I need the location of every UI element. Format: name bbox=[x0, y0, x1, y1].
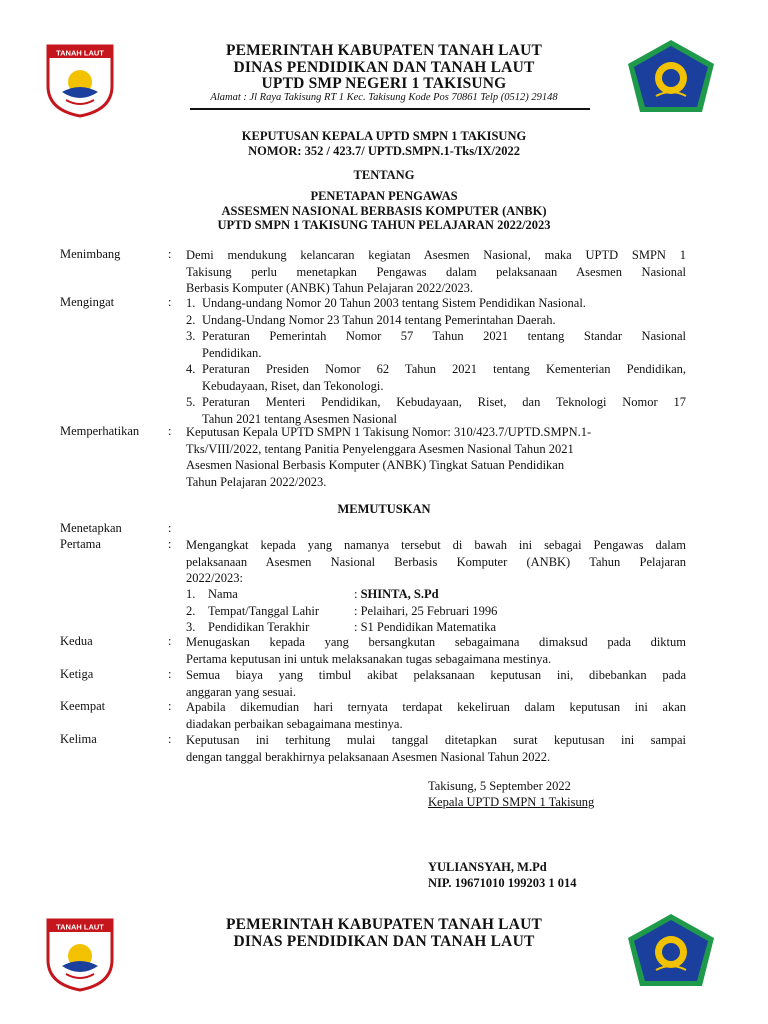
header-school: UPTD SMP NEGERI 1 TAKISUNG bbox=[261, 75, 507, 92]
header-divider bbox=[190, 108, 590, 110]
signature-nip: NIP. 19671010 199203 1 014 bbox=[428, 876, 577, 890]
menimbang-label: Menimbang bbox=[60, 247, 121, 261]
field-row: 2. Tempat/Tanggal Lahir : Pelaihari, 25 Februari 1996 bbox=[186, 603, 498, 618]
memutuskan-heading: MEMUTUSKAN bbox=[337, 502, 431, 516]
colon: : bbox=[168, 424, 172, 438]
ketiga-label: Ketiga bbox=[60, 667, 94, 681]
footer-government: PEMERINTAH KABUPATEN TANAH LAUT bbox=[225, 916, 543, 933]
memperhatikan-label: Memperhatikan bbox=[60, 424, 140, 438]
kedua-text: Menugaskan kepada yang bersangkutan sebagaimana dimaksud pada diktum Pertama keputusan ini untuk melaksanakan tugas sebagaimana mestinya. bbox=[186, 635, 686, 666]
colon: : bbox=[168, 634, 172, 648]
appointee-name: SHINTA, S.Pd bbox=[360, 587, 439, 601]
menimbang-text: Demi mendukung kelancaran kegiatan Asesmen Nasional, maka UPTD SMPN 1 Takisung perlu menetapkan Pengawas dalam pelaksanaan Asesmen Nasional Berbasis Komputer (ANBK) Tahun Pelajaran 2022/2023. bbox=[186, 248, 686, 295]
pertama-text: Mengangkat kepada yang namanya tersebut di bawah ini sebagai Pengawas dalam pelaksanaan Asesmen Nasional Berbasis Komputer (ANBK) Tahun Pelajaran 2022/2023: bbox=[186, 538, 686, 585]
signature-place-date: Takisung, 5 September 2022 bbox=[428, 779, 571, 793]
list-item: 3. Peraturan Pemerintah Nomor 57 Tahun 2021 tentang Standar Nasional Pendidikan. bbox=[186, 329, 686, 360]
colon: : bbox=[168, 295, 172, 309]
header-government: PEMERINTAH KABUPATEN TANAH LAUT bbox=[225, 42, 543, 59]
field-row: 1. Nama : SHINTA, S.Pd bbox=[186, 587, 439, 601]
list-item: 1. Undang-undang Nomor 20 Tahun 2003 tentang Sistem Pendidikan Nasional. bbox=[186, 296, 586, 310]
mengingat-list bbox=[186, 295, 686, 427]
decree-subject-2: ASSESMEN NASIONAL BERBASIS KOMPUTER (ANBK) bbox=[221, 204, 547, 218]
header-department: DINAS PENDIDIKAN DAN TANAH LAUT bbox=[233, 59, 535, 76]
colon: : bbox=[168, 537, 172, 551]
list-item: 2. Undang-Undang Nomor 23 Tahun 2014 tentang Pemerintahan Daerah. bbox=[186, 312, 556, 327]
header-address: Alamat : Jl Raya Takisung RT 1 Kec. Takisung Kode Pos 70861 Telp (0512) 29148 bbox=[210, 92, 558, 103]
decree-about: TENTANG bbox=[353, 168, 415, 182]
keempat-text: Apabila dikemudian hari ternyata terdapat kekeliruan dalam keputusan ini akan diadakan perbaikan sebagaimana mestinya. bbox=[186, 700, 686, 731]
emblem-label: TANAH LAUT bbox=[56, 922, 104, 932]
signature-position: Kepala UPTD SMPN 1 Takisung bbox=[428, 795, 595, 809]
menetapkan-label: Menetapkan bbox=[60, 521, 122, 535]
colon: : bbox=[168, 699, 172, 713]
kedua-label: Kedua bbox=[60, 634, 93, 648]
footer-department: DINAS PENDIDIKAN DAN TANAH LAUT bbox=[233, 933, 535, 950]
list-item: 5. Peraturan Menteri Pendidikan, Kebudayaan, Riset, dan Teknologi Nomor 17 Tahun 2021 tentang Asesmen Nasional bbox=[186, 395, 686, 426]
decree-subject-3: UPTD SMPN 1 TAKISUNG TAHUN PELAJARAN 2022/2023 bbox=[217, 218, 551, 232]
decree-number: NOMOR: 352 / 423.7/ UPTD.SMPN.1-Tks/IX/2022 bbox=[248, 144, 520, 158]
colon: : bbox=[168, 247, 172, 261]
decree-subject-1: PENETAPAN PENGAWAS bbox=[310, 189, 458, 203]
signature-name: YULIANSYAH, M.Pd bbox=[428, 860, 547, 874]
kelima-text: Keputusan ini terhitung mulai tanggal ditetapkan surat keputusan ini sampai dengan tanggal berakhirnya pelaksanaan Asesmen Nasional Tahun 2022. bbox=[186, 733, 686, 764]
field-row: 3. Pendidikan Terakhir : S1 Pendidikan Matematika bbox=[186, 620, 497, 634]
colon: : bbox=[168, 667, 172, 681]
keempat-label: Keempat bbox=[60, 699, 106, 713]
memperhatikan-text: Keputusan Kepala UPTD SMPN 1 Takisung Nomor: 310/423.7/UPTD.SMPN.1- Tks/VIII/2022, tentang Panitia Penyelenggara Asesmen Nasional Tahun 2021 Asesmen Nasional Berbasis Komputer (ANBK) Tingkat Satuan Pendidikan Tahun Pelajaran 2022/2023. bbox=[186, 425, 592, 489]
pertama-label: Pertama bbox=[60, 537, 101, 551]
ketiga-text: Semua biaya yang timbul akibat pelaksanaan keputusan ini, dibebankan pada anggaran yang sesuai. bbox=[186, 668, 686, 699]
list-item: 4. Peraturan Presiden Nomor 62 Tahun 2021 tentang Kementerian Pendidikan, Kebudayaan, Riset, dan Tekonologi. bbox=[186, 362, 686, 393]
decree-title: KEPUTUSAN KEPALA UPTD SMPN 1 TAKISUNG bbox=[241, 129, 527, 143]
colon: : bbox=[168, 732, 172, 746]
mengingat-label: Mengingat bbox=[60, 295, 115, 309]
emblem-label: TANAH LAUT bbox=[56, 48, 104, 58]
colon: : bbox=[168, 521, 172, 535]
kelima-label: Kelima bbox=[60, 732, 97, 746]
appointee-fields bbox=[186, 586, 686, 636]
